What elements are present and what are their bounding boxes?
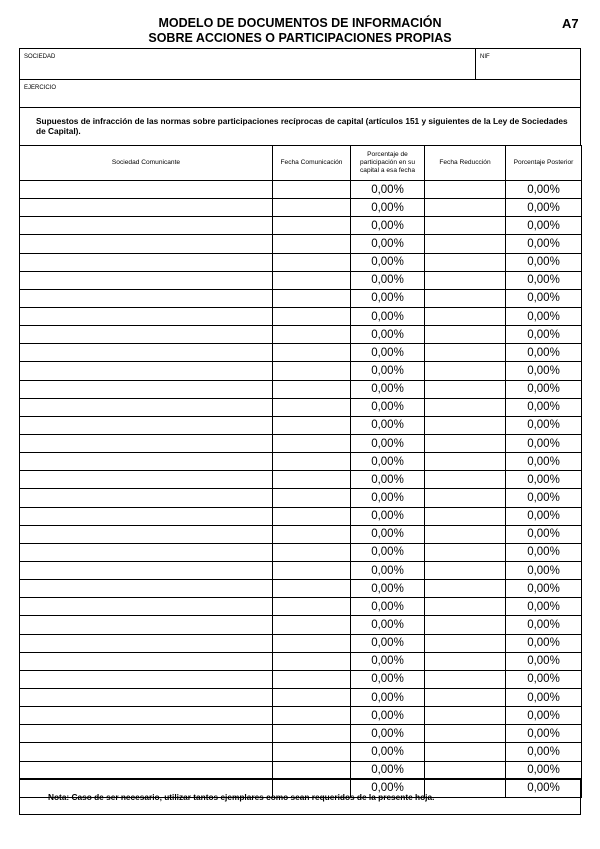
table-row (20, 707, 582, 725)
section-heading: Supuestos de infracción de las normas sobre participaciones recíprocas de capital (artículos 151 y siguientes de la Ley de Sociedades de Capital). (36, 116, 568, 136)
cell-fecha-reduccion[interactable] (425, 326, 506, 344)
cell-porcentaje[interactable]: 0,00% (351, 181, 425, 199)
cell-porcentaje-posterior[interactable]: 0,00% (506, 616, 582, 634)
cell-porcentaje-posterior[interactable]: 0,00% (506, 525, 582, 543)
cell-fecha-comunicacion[interactable] (273, 761, 351, 779)
cell-porcentaje-posterior[interactable]: 0,00% (506, 489, 582, 507)
cell-fecha-comunicacion[interactable] (273, 289, 351, 307)
table-row (20, 326, 582, 344)
cell-sociedad[interactable] (20, 670, 273, 688)
cell-porcentaje-posterior[interactable]: 0,00% (506, 235, 582, 253)
cell-fecha-reduccion[interactable] (425, 344, 506, 362)
cell-porcentaje-posterior[interactable]: 0,00% (506, 670, 582, 688)
cell-fecha-comunicacion[interactable] (273, 471, 351, 489)
cell-fecha-reduccion[interactable] (425, 725, 506, 743)
cell-fecha-comunicacion[interactable] (273, 561, 351, 579)
cell-fecha-comunicacion[interactable] (273, 181, 351, 199)
cell-porcentaje-posterior[interactable]: 0,00% (506, 434, 582, 452)
cell-fecha-reduccion[interactable] (425, 453, 506, 471)
table-row (20, 217, 582, 235)
form-code: A7 (562, 16, 579, 31)
cell-fecha-reduccion[interactable] (425, 489, 506, 507)
sociedad-label: SOCIEDAD (24, 54, 56, 60)
cell-porcentaje[interactable]: 0,00% (351, 453, 425, 471)
table-row (20, 271, 582, 289)
cell-fecha-comunicacion[interactable] (273, 380, 351, 398)
cell-fecha-comunicacion[interactable] (273, 489, 351, 507)
cell-fecha-comunicacion[interactable] (273, 652, 351, 670)
cell-porcentaje[interactable]: 0,00% (351, 326, 425, 344)
table-body (20, 181, 582, 798)
cell-fecha-reduccion[interactable] (425, 253, 506, 271)
cell-porcentaje[interactable]: 0,00% (351, 525, 425, 543)
cell-porcentaje-posterior[interactable]: 0,00% (506, 271, 582, 289)
cell-porcentaje-posterior[interactable]: 0,00% (506, 743, 582, 761)
sociedad-field[interactable] (19, 48, 476, 80)
cell-fecha-comunicacion[interactable] (273, 670, 351, 688)
cell-fecha-comunicacion[interactable] (273, 743, 351, 761)
cell-sociedad[interactable] (20, 634, 273, 652)
table-row (20, 380, 582, 398)
cell-fecha-comunicacion[interactable] (273, 217, 351, 235)
cell-porcentaje-posterior[interactable]: 0,00% (506, 307, 582, 325)
cell-porcentaje[interactable]: 0,00% (351, 634, 425, 652)
cell-fecha-comunicacion[interactable] (273, 307, 351, 325)
cell-fecha-reduccion[interactable] (425, 543, 506, 561)
cell-fecha-reduccion[interactable] (425, 507, 506, 525)
cell-fecha-comunicacion[interactable] (273, 688, 351, 706)
cell-porcentaje-posterior[interactable]: 0,00% (506, 598, 582, 616)
table-header-row (20, 146, 582, 181)
cell-porcentaje[interactable]: 0,00% (351, 688, 425, 706)
table-row (20, 616, 582, 634)
cell-porcentaje-posterior[interactable]: 0,00% (506, 652, 582, 670)
cell-sociedad[interactable] (20, 398, 273, 416)
cell-porcentaje-posterior[interactable]: 0,00% (506, 344, 582, 362)
cell-sociedad[interactable] (20, 525, 273, 543)
cell-porcentaje[interactable]: 0,00% (351, 489, 425, 507)
table-row (20, 761, 582, 779)
cell-porcentaje[interactable]: 0,00% (351, 362, 425, 380)
cell-sociedad[interactable] (20, 616, 273, 634)
cell-porcentaje-posterior[interactable]: 0,00% (506, 453, 582, 471)
cell-sociedad[interactable] (20, 416, 273, 434)
ejercicio-label: EJERCICIO (24, 85, 57, 91)
cell-fecha-comunicacion[interactable] (273, 543, 351, 561)
cell-porcentaje-posterior[interactable]: 0,00% (506, 725, 582, 743)
cell-porcentaje[interactable]: 0,00% (351, 779, 425, 797)
form-title (0, 16, 600, 46)
table-row (20, 181, 582, 199)
table-row (20, 670, 582, 688)
cell-sociedad[interactable] (20, 289, 273, 307)
cell-porcentaje[interactable]: 0,00% (351, 580, 425, 598)
cell-porcentaje-posterior[interactable]: 0,00% (506, 362, 582, 380)
table-row (20, 580, 582, 598)
cell-sociedad[interactable] (20, 253, 273, 271)
table-row (20, 688, 582, 706)
cell-sociedad[interactable] (20, 344, 273, 362)
cell-porcentaje[interactable]: 0,00% (351, 434, 425, 452)
cell-fecha-reduccion[interactable] (425, 634, 506, 652)
cell-porcentaje-posterior[interactable]: 0,00% (506, 416, 582, 434)
form-title-line2: SOBRE ACCIONES O PARTICIPACIONES PROPIAS (148, 31, 452, 45)
cell-sociedad[interactable] (20, 380, 273, 398)
cell-fecha-reduccion[interactable] (425, 217, 506, 235)
cell-fecha-reduccion[interactable] (425, 289, 506, 307)
cell-porcentaje[interactable]: 0,00% (351, 761, 425, 779)
cell-sociedad[interactable] (20, 217, 273, 235)
cell-porcentaje[interactable]: 0,00% (351, 725, 425, 743)
cell-sociedad[interactable] (20, 307, 273, 325)
cell-sociedad[interactable] (20, 181, 273, 199)
cell-porcentaje[interactable]: 0,00% (351, 743, 425, 761)
table-row (20, 471, 582, 489)
cell-porcentaje[interactable]: 0,00% (351, 271, 425, 289)
cell-fecha-comunicacion[interactable] (273, 453, 351, 471)
table-row (20, 453, 582, 471)
cell-sociedad[interactable] (20, 453, 273, 471)
cell-porcentaje-posterior[interactable]: 0,00% (506, 289, 582, 307)
cell-porcentaje[interactable]: 0,00% (351, 543, 425, 561)
cell-porcentaje-posterior[interactable]: 0,00% (506, 398, 582, 416)
ejercicio-field[interactable] (19, 79, 581, 108)
cell-fecha-comunicacion[interactable] (273, 580, 351, 598)
cell-porcentaje[interactable]: 0,00% (351, 199, 425, 217)
col-header-fecha-reduccion: Fecha Reducción (425, 146, 506, 181)
cell-porcentaje[interactable]: 0,00% (351, 380, 425, 398)
cell-fecha-reduccion[interactable] (425, 598, 506, 616)
cell-sociedad[interactable] (20, 434, 273, 452)
cell-sociedad[interactable] (20, 543, 273, 561)
cell-fecha-reduccion[interactable] (425, 688, 506, 706)
cell-fecha-reduccion[interactable] (425, 616, 506, 634)
table-row (20, 199, 582, 217)
cell-fecha-comunicacion[interactable] (273, 344, 351, 362)
cell-fecha-reduccion[interactable] (425, 525, 506, 543)
cell-sociedad[interactable] (20, 326, 273, 344)
cell-sociedad[interactable] (20, 725, 273, 743)
cell-porcentaje-posterior[interactable]: 0,00% (506, 634, 582, 652)
cell-fecha-comunicacion[interactable] (273, 634, 351, 652)
table-row (20, 416, 582, 434)
nif-field[interactable] (475, 48, 581, 80)
cell-fecha-comunicacion[interactable] (273, 235, 351, 253)
cell-fecha-comunicacion[interactable] (273, 707, 351, 725)
cell-fecha-reduccion[interactable] (425, 707, 506, 725)
cell-fecha-reduccion[interactable] (425, 380, 506, 398)
table-row (20, 289, 582, 307)
cell-sociedad[interactable] (20, 561, 273, 579)
cell-sociedad[interactable] (20, 598, 273, 616)
cell-porcentaje[interactable]: 0,00% (351, 344, 425, 362)
cell-fecha-reduccion[interactable] (425, 199, 506, 217)
cell-porcentaje[interactable]: 0,00% (351, 598, 425, 616)
cell-sociedad[interactable] (20, 235, 273, 253)
form-title-line1: MODELO DE DOCUMENTOS DE INFORMACIÓN (158, 16, 442, 30)
table-row (20, 725, 582, 743)
table-row (20, 743, 582, 761)
table-row (20, 398, 582, 416)
nif-label: NIF (480, 54, 490, 60)
cell-porcentaje[interactable]: 0,00% (351, 235, 425, 253)
cell-porcentaje[interactable]: 0,00% (351, 253, 425, 271)
col-header-porcentaje-posterior: Porcentaje Posterior (506, 146, 582, 181)
cell-porcentaje[interactable]: 0,00% (351, 471, 425, 489)
cell-fecha-comunicacion[interactable] (273, 507, 351, 525)
col-header-fecha-comunicacion: Fecha Comunicación (273, 146, 351, 181)
table-row (20, 253, 582, 271)
participations-table (19, 145, 582, 798)
table-row (20, 362, 582, 380)
cell-fecha-reduccion[interactable] (425, 416, 506, 434)
cell-fecha-comunicacion[interactable] (273, 416, 351, 434)
cell-porcentaje[interactable]: 0,00% (351, 652, 425, 670)
cell-fecha-comunicacion[interactable] (273, 725, 351, 743)
cell-sociedad[interactable] (20, 489, 273, 507)
table-row (20, 652, 582, 670)
cell-fecha-comunicacion[interactable] (273, 271, 351, 289)
cell-fecha-reduccion[interactable] (425, 561, 506, 579)
col-header-sociedad: Sociedad Comunicante (20, 146, 273, 181)
table-row (20, 525, 582, 543)
cell-fecha-comunicacion[interactable] (273, 253, 351, 271)
table-row (20, 543, 582, 561)
table-row (20, 307, 582, 325)
cell-sociedad[interactable] (20, 688, 273, 706)
cell-porcentaje[interactable]: 0,00% (351, 398, 425, 416)
cell-fecha-comunicacion[interactable] (273, 616, 351, 634)
cell-porcentaje-posterior[interactable]: 0,00% (506, 761, 582, 779)
cell-sociedad[interactable] (20, 707, 273, 725)
cell-fecha-comunicacion[interactable] (273, 434, 351, 452)
cell-sociedad[interactable] (20, 362, 273, 380)
cell-sociedad[interactable] (20, 761, 273, 779)
cell-fecha-reduccion[interactable] (425, 362, 506, 380)
cell-porcentaje-posterior[interactable]: 0,00% (506, 543, 582, 561)
cell-porcentaje-posterior[interactable]: 0,00% (506, 253, 582, 271)
cell-fecha-comunicacion[interactable] (273, 199, 351, 217)
cell-porcentaje-posterior[interactable]: 0,00% (506, 181, 582, 199)
cell-fecha-reduccion[interactable] (425, 652, 506, 670)
cell-porcentaje-posterior[interactable]: 0,00% (506, 199, 582, 217)
cell-fecha-reduccion[interactable] (425, 398, 506, 416)
cell-porcentaje[interactable]: 0,00% (351, 507, 425, 525)
cell-fecha-reduccion[interactable] (425, 670, 506, 688)
table-row (20, 434, 582, 452)
table-row (20, 561, 582, 579)
cell-sociedad[interactable] (20, 199, 273, 217)
table-row (20, 507, 582, 525)
cell-sociedad[interactable] (20, 471, 273, 489)
cell-fecha-reduccion[interactable] (425, 181, 506, 199)
footer-note: Nota: Caso de ser necesario, utilizar tantos ejemplares como sean requeridos de la presente hoja. (48, 792, 435, 802)
cell-porcentaje-posterior[interactable]: 0,00% (506, 380, 582, 398)
cell-fecha-reduccion[interactable] (425, 235, 506, 253)
col-header-porcentaje: Porcentaje de participación en su capital a esa fecha (351, 146, 425, 181)
cell-fecha-reduccion[interactable] (425, 434, 506, 452)
cell-fecha-reduccion[interactable] (425, 580, 506, 598)
cell-porcentaje[interactable]: 0,00% (351, 217, 425, 235)
cell-porcentaje-posterior[interactable]: 0,00% (506, 326, 582, 344)
cell-porcentaje-posterior[interactable]: 0,00% (506, 779, 582, 797)
table-row (20, 344, 582, 362)
cell-porcentaje-posterior[interactable]: 0,00% (506, 707, 582, 725)
cell-fecha-comunicacion[interactable] (273, 362, 351, 380)
cell-porcentaje[interactable]: 0,00% (351, 707, 425, 725)
cell-porcentaje-posterior[interactable]: 0,00% (506, 217, 582, 235)
cell-porcentaje[interactable]: 0,00% (351, 416, 425, 434)
cell-porcentaje[interactable]: 0,00% (351, 561, 425, 579)
table-row (20, 634, 582, 652)
cell-sociedad[interactable] (20, 580, 273, 598)
cell-sociedad[interactable] (20, 652, 273, 670)
cell-sociedad[interactable] (20, 507, 273, 525)
cell-fecha-comunicacion[interactable] (273, 598, 351, 616)
cell-sociedad[interactable] (20, 271, 273, 289)
cell-fecha-comunicacion[interactable] (273, 525, 351, 543)
cell-fecha-reduccion[interactable] (425, 471, 506, 489)
cell-fecha-comunicacion[interactable] (273, 326, 351, 344)
table-row (20, 235, 582, 253)
cell-sociedad[interactable] (20, 743, 273, 761)
cell-porcentaje-posterior[interactable]: 0,00% (506, 471, 582, 489)
cell-porcentaje[interactable]: 0,00% (351, 616, 425, 634)
cell-porcentaje-posterior[interactable]: 0,00% (506, 688, 582, 706)
cell-porcentaje[interactable]: 0,00% (351, 289, 425, 307)
cell-porcentaje-posterior[interactable]: 0,00% (506, 580, 582, 598)
cell-fecha-reduccion[interactable] (425, 307, 506, 325)
cell-porcentaje[interactable]: 0,00% (351, 670, 425, 688)
cell-porcentaje-posterior[interactable]: 0,00% (506, 561, 582, 579)
cell-fecha-comunicacion[interactable] (273, 398, 351, 416)
cell-porcentaje-posterior[interactable]: 0,00% (506, 507, 582, 525)
table-row (20, 598, 582, 616)
cell-porcentaje[interactable]: 0,00% (351, 307, 425, 325)
cell-fecha-reduccion[interactable] (425, 271, 506, 289)
cell-fecha-reduccion[interactable] (425, 743, 506, 761)
cell-fecha-reduccion[interactable] (425, 761, 506, 779)
table-row (20, 489, 582, 507)
